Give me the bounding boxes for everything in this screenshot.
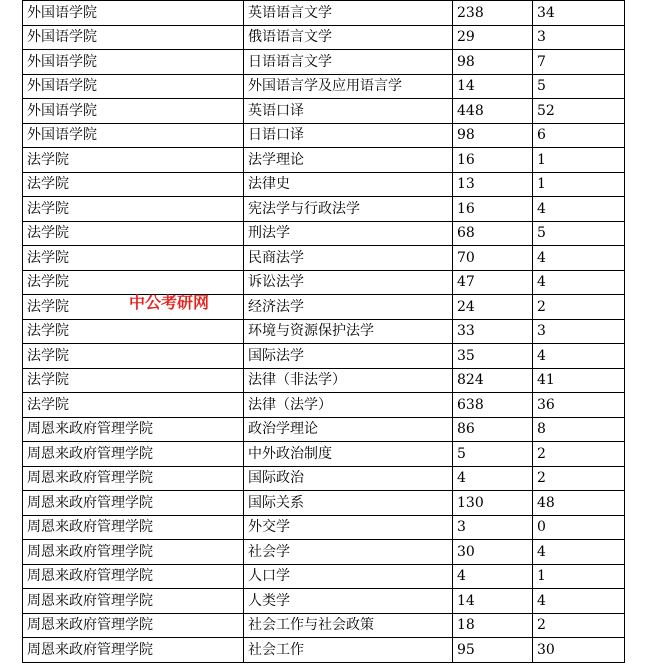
- college-cell: 周恩来政府管理学院: [23, 442, 244, 467]
- college-cell: 法学院: [23, 221, 244, 246]
- applicants-cell: 95: [453, 638, 533, 663]
- admitted-cell: 8: [533, 417, 625, 442]
- admitted-cell: 7: [533, 50, 625, 75]
- college-cell: 周恩来政府管理学院: [23, 540, 244, 565]
- applicants-cell: 4: [453, 564, 533, 589]
- college-cell: 外国语学院: [23, 50, 244, 75]
- admitted-cell: 2: [533, 613, 625, 638]
- admitted-cell: 0: [533, 515, 625, 540]
- major-cell: 国际法学: [244, 344, 453, 369]
- major-cell: 社会工作: [244, 638, 453, 663]
- applicants-cell: 824: [453, 368, 533, 393]
- college-cell: 外国语学院: [23, 25, 244, 50]
- college-cell: 法学院: [23, 393, 244, 418]
- applicants-cell: 16: [453, 148, 533, 173]
- admitted-cell: 5: [533, 74, 625, 99]
- table-row: [23, 540, 625, 565]
- college-cell: 法学院: [23, 344, 244, 369]
- table-row: [23, 295, 625, 320]
- admitted-cell: 4: [533, 589, 625, 614]
- college-cell: 法学院: [23, 368, 244, 393]
- table-row: [23, 25, 625, 50]
- major-cell: 日语口译: [244, 123, 453, 148]
- major-cell: 社会工作与社会政策: [244, 613, 453, 638]
- table-row: [23, 466, 625, 491]
- college-cell: 周恩来政府管理学院: [23, 613, 244, 638]
- table-row: [23, 564, 625, 589]
- major-cell: 英语语言文学: [244, 1, 453, 26]
- major-cell: 人口学: [244, 564, 453, 589]
- major-cell: 法律（法学）: [244, 393, 453, 418]
- applicants-cell: 14: [453, 589, 533, 614]
- college-cell: 周恩来政府管理学院: [23, 491, 244, 516]
- major-cell: 法律史: [244, 172, 453, 197]
- table-row: [23, 368, 625, 393]
- table-row: [23, 99, 625, 124]
- table-row: [23, 344, 625, 369]
- admitted-cell: 6: [533, 123, 625, 148]
- table-row: [23, 50, 625, 75]
- major-cell: 民商法学: [244, 246, 453, 271]
- table-row: [23, 221, 625, 246]
- applicants-cell: 30: [453, 540, 533, 565]
- college-cell: 法学院: [23, 295, 244, 320]
- table-row: [23, 613, 625, 638]
- admitted-cell: 34: [533, 1, 625, 26]
- major-cell: 国际政治: [244, 466, 453, 491]
- college-cell: 外国语学院: [23, 99, 244, 124]
- admitted-cell: 5: [533, 221, 625, 246]
- college-cell: 法学院: [23, 197, 244, 222]
- major-cell: 经济法学: [244, 295, 453, 320]
- college-cell: 法学院: [23, 148, 244, 173]
- college-cell: 周恩来政府管理学院: [23, 466, 244, 491]
- admitted-cell: 2: [533, 295, 625, 320]
- major-cell: 日语语言文学: [244, 50, 453, 75]
- admitted-cell: 2: [533, 466, 625, 491]
- admitted-cell: 30: [533, 638, 625, 663]
- college-cell: 法学院: [23, 270, 244, 295]
- admitted-cell: 36: [533, 393, 625, 418]
- table-row: [23, 417, 625, 442]
- table-row: [23, 1, 625, 26]
- table-row: [23, 123, 625, 148]
- applicants-cell: 29: [453, 25, 533, 50]
- table-row: [23, 74, 625, 99]
- applicants-cell: 18: [453, 613, 533, 638]
- applicants-cell: 13: [453, 172, 533, 197]
- admitted-cell: 1: [533, 564, 625, 589]
- applicants-cell: 86: [453, 417, 533, 442]
- major-cell: 俄语语言文学: [244, 25, 453, 50]
- college-cell: 周恩来政府管理学院: [23, 564, 244, 589]
- table-row: [23, 638, 625, 663]
- major-cell: 人类学: [244, 589, 453, 614]
- college-cell: 周恩来政府管理学院: [23, 638, 244, 663]
- applicants-cell: 47: [453, 270, 533, 295]
- major-cell: 外交学: [244, 515, 453, 540]
- college-cell: 周恩来政府管理学院: [23, 417, 244, 442]
- table-row: [23, 442, 625, 467]
- college-cell: 外国语学院: [23, 74, 244, 99]
- applicants-cell: 24: [453, 295, 533, 320]
- major-cell: 社会学: [244, 540, 453, 565]
- major-cell: 环境与资源保护法学: [244, 319, 453, 344]
- applicants-cell: 448: [453, 99, 533, 124]
- applicants-cell: 33: [453, 319, 533, 344]
- table-row: [23, 319, 625, 344]
- college-cell: 外国语学院: [23, 123, 244, 148]
- college-cell: 法学院: [23, 172, 244, 197]
- major-cell: 英语口译: [244, 99, 453, 124]
- table-row: [23, 246, 625, 271]
- major-cell: 诉讼法学: [244, 270, 453, 295]
- table-row: [23, 491, 625, 516]
- admissions-table: [22, 0, 625, 663]
- major-cell: 宪法学与行政法学: [244, 197, 453, 222]
- admitted-cell: 1: [533, 148, 625, 173]
- admitted-cell: 48: [533, 491, 625, 516]
- admitted-cell: 4: [533, 246, 625, 271]
- admitted-cell: 52: [533, 99, 625, 124]
- table-body: [23, 1, 625, 663]
- watermark-text: 中公考研网: [129, 293, 210, 312]
- applicants-cell: 35: [453, 344, 533, 369]
- applicants-cell: 3: [453, 515, 533, 540]
- applicants-cell: 238: [453, 1, 533, 26]
- admitted-cell: 1: [533, 172, 625, 197]
- admitted-cell: 4: [533, 270, 625, 295]
- applicants-cell: 5: [453, 442, 533, 467]
- applicants-cell: 16: [453, 197, 533, 222]
- table-row: [23, 515, 625, 540]
- applicants-cell: 98: [453, 50, 533, 75]
- college-cell: 周恩来政府管理学院: [23, 589, 244, 614]
- admitted-cell: 4: [533, 197, 625, 222]
- admitted-cell: 41: [533, 368, 625, 393]
- major-cell: 刑法学: [244, 221, 453, 246]
- applicants-cell: 98: [453, 123, 533, 148]
- major-cell: 中外政治制度: [244, 442, 453, 467]
- applicants-cell: 14: [453, 74, 533, 99]
- table-row: [23, 270, 625, 295]
- applicants-cell: 70: [453, 246, 533, 271]
- admitted-cell: 4: [533, 540, 625, 565]
- admitted-cell: 3: [533, 319, 625, 344]
- college-cell: 外国语学院: [23, 1, 244, 26]
- applicants-cell: 130: [453, 491, 533, 516]
- major-cell: 国际关系: [244, 491, 453, 516]
- table-row: [23, 172, 625, 197]
- college-cell: 法学院: [23, 246, 244, 271]
- major-cell: 法学理论: [244, 148, 453, 173]
- major-cell: 政治学理论: [244, 417, 453, 442]
- applicants-cell: 68: [453, 221, 533, 246]
- major-cell: 法律（非法学）: [244, 368, 453, 393]
- admitted-cell: 2: [533, 442, 625, 467]
- applicants-cell: 4: [453, 466, 533, 491]
- admitted-cell: 3: [533, 25, 625, 50]
- table-row: [23, 393, 625, 418]
- table-row: [23, 589, 625, 614]
- major-cell: 外国语言学及应用语言学: [244, 74, 453, 99]
- admitted-cell: 4: [533, 344, 625, 369]
- college-cell: 法学院: [23, 319, 244, 344]
- table-row: [23, 148, 625, 173]
- table-row: [23, 197, 625, 222]
- college-cell: 周恩来政府管理学院: [23, 515, 244, 540]
- applicants-cell: 638: [453, 393, 533, 418]
